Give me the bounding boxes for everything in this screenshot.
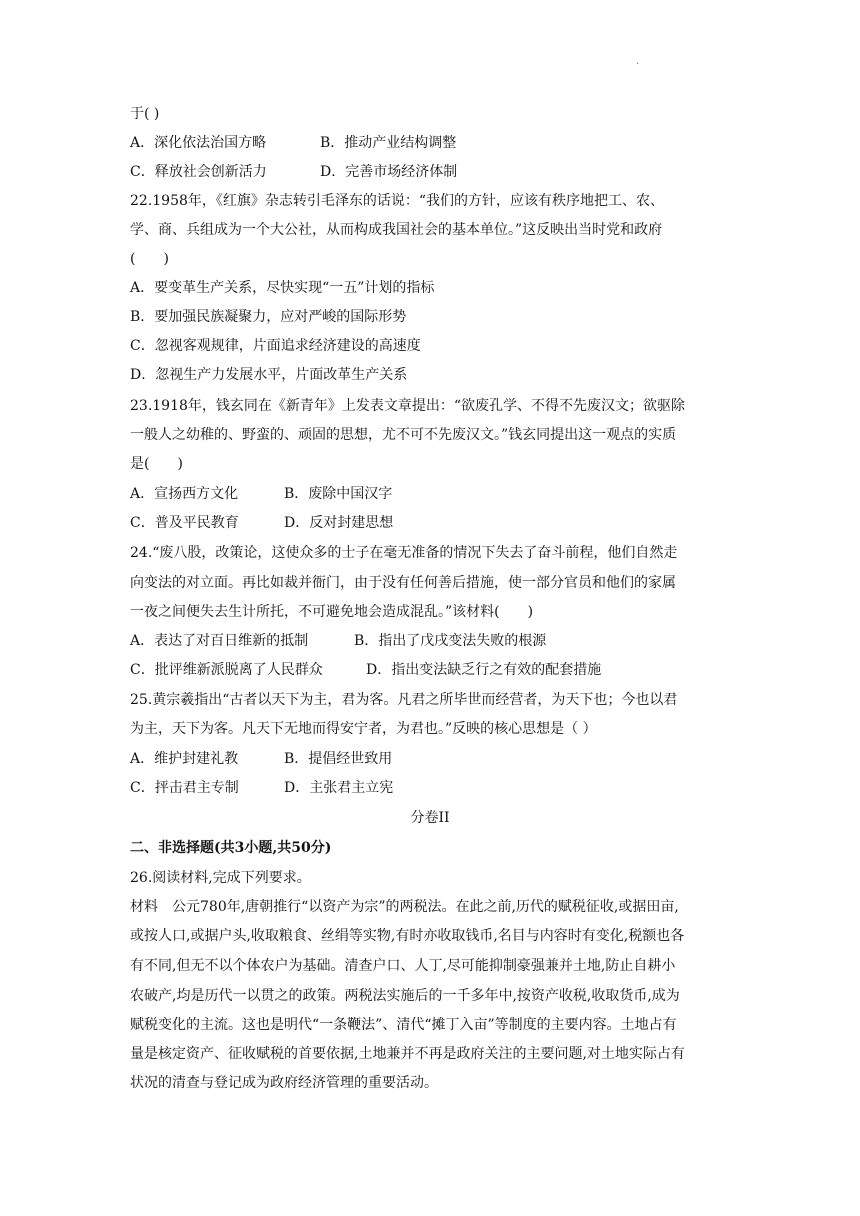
q24-stem-line-1: 24.“废八股，改策论，这使众多的士子在毫无准备的情况下失去了奋斗前程，他们自然走 [130, 545, 678, 561]
q24-option-c[interactable]: C．批评维新派脱离了人民群众 [130, 662, 323, 678]
q23-option-a[interactable]: A．宣扬西方文化 [130, 486, 239, 502]
q21-option-a[interactable]: A．深化依法治国方略 [130, 135, 267, 151]
q25-option-d[interactable]: D．主张君主立宪 [284, 780, 394, 796]
section-heading: 二、非选择题(共3小题,共50分) [130, 840, 332, 856]
q21-tail: 于( ) [130, 106, 160, 122]
q26-material-line-3: 有不同,但无不以个体农户为基础。清查户口、人丁,尽可能抑制豪强兼并土地,防止自耕小 [130, 958, 676, 974]
q26-material-line-4: 农破产,均是历代一以贯之的政策。两税法实施后的一千多年中,按资产收税,收取货币,成为 [130, 988, 680, 1004]
q22-option-d[interactable]: D．忽视生产力发展水平，片面改革生产关系 [130, 367, 408, 383]
q22-option-c[interactable]: C．忽视客观规律，片面追求经济建设的高速度 [130, 338, 421, 354]
q24-options-cd [130, 660, 601, 680]
volume-title: 分卷II [410, 810, 450, 826]
q26-material-line-5: 赋税变化的主流。这也是明代“一条鞭法”、清代“摊丁入亩”等制度的主要内容。土地占有 [130, 1017, 677, 1033]
q24-option-b[interactable]: B．指出了戊戌变法失败的根源 [354, 633, 547, 649]
q22-stem-line-1: 22.1958年，《红旗》杂志转引毛泽东的话说：“我们的方针，应该有秩序地把工、农、 [130, 193, 665, 209]
q21-option-d[interactable]: D．完善市场经济体制 [320, 164, 458, 180]
q24-stem-line-3: 一夜之间便失去生计所托，不可避免地会造成混乱。”该材料( ) [130, 604, 534, 620]
q26-material-line-1: 材料 公元780年,唐朝推行“以资产为宗”的两税法。在此之前,历代的赋税征收,或据田亩, [130, 899, 679, 915]
q25-options-ab [130, 749, 392, 769]
q21-option-b[interactable]: B．推动产业结构调整 [320, 135, 457, 151]
q23-options-cd [130, 513, 393, 533]
q25-stem-line-2: 为主，天下为客。凡天下无地而得安宁者，为君也。”反映的核心思想是（ ） [130, 721, 597, 737]
q23-option-b[interactable]: B．废除中国汉字 [284, 486, 393, 502]
q25-option-b[interactable]: B．提倡经世致用 [284, 751, 393, 767]
q25-stem-line-1: 25.黄宗羲指出“古者以天下为主，君为客。凡君之所毕世而经营者，为天下也；今也以君 [130, 692, 678, 708]
q26-material-line-7: 状况的清查与登记成为政府经济管理的重要活动。 [130, 1075, 438, 1091]
q22-stem-line-3: ( ) [130, 251, 169, 267]
q23-options-ab [130, 484, 392, 504]
q26-instruction: 26.阅读材料,完成下列要求。 [130, 870, 311, 886]
q24-stem-line-2: 向变法的对立面。再比如裁并衙门，由于没有任何善后措施，使一部分官员和他们的家属 [130, 575, 676, 591]
q23-option-d[interactable]: D．反对封建思想 [284, 515, 394, 531]
q21-option-c[interactable]: C．释放社会创新活力 [130, 164, 267, 180]
q22-option-a[interactable]: A．要变革生产关系，尽快实现“一五”计划的指标 [130, 280, 435, 296]
q23-option-c[interactable]: C．普及平民教育 [130, 515, 239, 531]
q24-option-d[interactable]: D．指出变法缺乏行之有效的配套措施 [366, 662, 602, 678]
q23-stem-line-3: 是( ) [130, 456, 183, 472]
q25-option-c[interactable]: C．抨击君主专制 [130, 780, 239, 796]
q22-stem-line-2: 学、商、兵组成为一个大公社，从而构成我国社会的基本单位。”这反映出当时党和政府 [130, 222, 663, 238]
q26-material-line-2: 或按人口,或据户头,收取粮食、丝绢等实物,有时亦收取钱币,名目与内容时有变化,税额也各 [130, 928, 685, 944]
q23-stem-line-1: 23.1918年，钱玄同在《新青年》上发表文章提出：“欲废孔学、不得不先废汉文；欲驱除 [130, 398, 686, 414]
q23-stem-line-2: 一般人之幼稚的、野蛮的、顽固的思想，尤不可不先废汉文。”钱玄同提出这一观点的实质 [130, 427, 677, 443]
q24-option-a[interactable]: A．表达了对百日维新的抵制 [130, 633, 309, 649]
q22-option-b[interactable]: B．要加强民族凝聚力，应对严峻的国际形势 [130, 309, 407, 325]
q25-option-a[interactable]: A．维护封建礼教 [130, 751, 239, 767]
q25-options-cd [130, 778, 393, 798]
q26-material-line-6: 量是核定资产、征收赋税的首要依据,土地兼并不再是政府关注的主要问题,对土地实际占有 [130, 1046, 685, 1062]
q21-options-cd [130, 162, 457, 182]
q21-options-ab [130, 133, 456, 153]
q24-options-ab [130, 631, 546, 651]
header-dot: . [636, 56, 640, 67]
